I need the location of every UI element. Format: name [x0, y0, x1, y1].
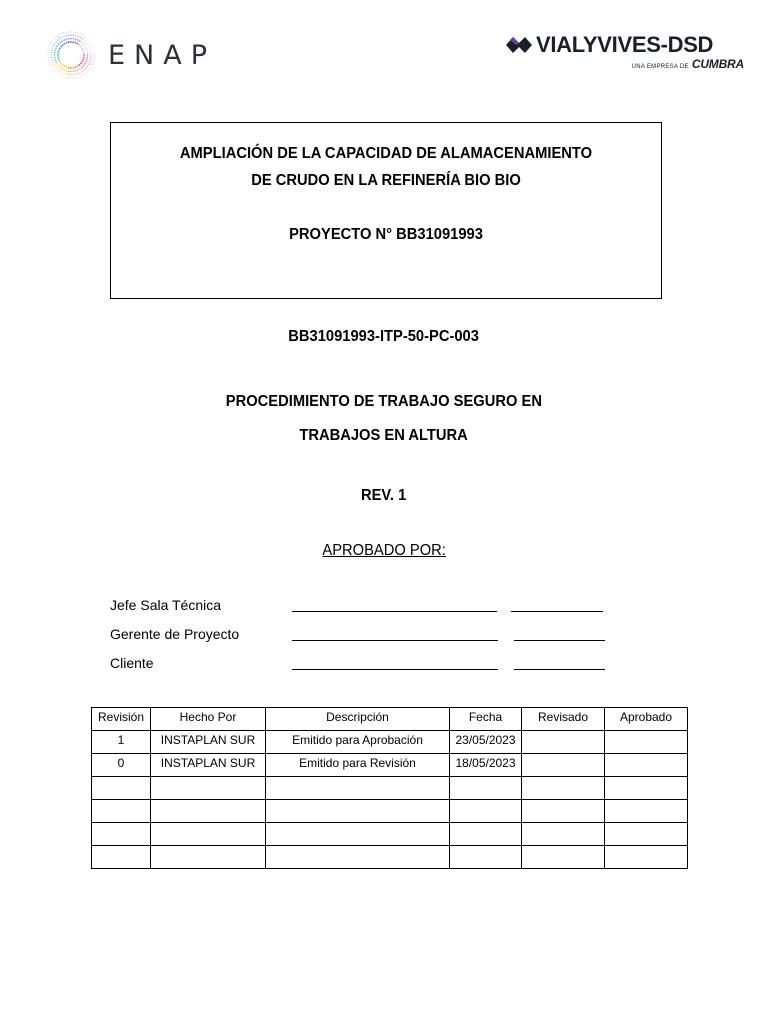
signatory-role: Gerente de Proyecto: [110, 626, 240, 642]
table-cell: [151, 800, 266, 823]
signatory-role: Cliente: [110, 655, 154, 671]
table-cell: INSTAPLAN SUR: [151, 731, 266, 754]
enap-logo-text: ENAP: [108, 39, 217, 71]
cumbra-brand: CUMBRA: [691, 57, 744, 71]
date-line: [511, 611, 603, 612]
date-line: [514, 669, 605, 670]
table-cell: [450, 823, 522, 846]
procedure-title-line-1: PROCEDIMIENTO DE TRABAJO SEGURO EN: [225, 393, 543, 410]
date-line: [514, 640, 605, 641]
table-cell: [450, 846, 522, 869]
table-cell: INSTAPLAN SUR: [151, 754, 266, 777]
table-cell: [522, 731, 605, 754]
signature-line: [292, 669, 498, 670]
table-row: [92, 846, 688, 869]
revision-table: [91, 707, 688, 869]
table-cell: [92, 846, 151, 869]
column-header: Hecho Por: [151, 708, 266, 731]
table-cell: [266, 823, 450, 846]
table-row: [92, 777, 688, 800]
column-header: Fecha: [450, 708, 522, 731]
vialyvives-logo: [506, 34, 746, 74]
table-cell: 1: [92, 731, 151, 754]
table-row: [92, 731, 688, 754]
table-cell: [522, 800, 605, 823]
approved-by-heading: APROBADO POR:: [322, 542, 446, 559]
table-cell: [151, 823, 266, 846]
document-code-text: BB31091993-ITP-50-PC-003: [288, 328, 480, 345]
table-cell: [151, 777, 266, 800]
table-cell: [92, 800, 151, 823]
table-cell: Emitido para Aprobación: [266, 731, 450, 754]
table-cell: [605, 754, 688, 777]
document-code: [0, 328, 768, 346]
table-cell: [450, 777, 522, 800]
revision-label: REV. 1: [361, 487, 407, 504]
table-header-row: [92, 708, 688, 731]
table-cell: [92, 823, 151, 846]
signatory-role: Jefe Sala Técnica: [110, 597, 222, 613]
table-cell: [450, 800, 522, 823]
signature-line: [292, 640, 498, 641]
procedure-title-line-2: TRABAJOS EN ALTURA: [299, 427, 469, 444]
table-cell: 0: [92, 754, 151, 777]
enap-ring-icon: [44, 28, 98, 82]
table-cell: [605, 800, 688, 823]
table-cell: 23/05/2023: [450, 731, 522, 754]
project-number: PROYECTO N° BB31091993: [289, 226, 483, 243]
column-header: Descripción: [266, 708, 450, 731]
signature-line: [292, 611, 497, 612]
table-cell: [151, 846, 266, 869]
table-cell: [522, 754, 605, 777]
vialyvives-logo-text: VIALYVIVES-DSD: [536, 32, 714, 57]
table-cell: [92, 777, 151, 800]
table-cell: Emitido para Revisión: [266, 754, 450, 777]
table-cell: [266, 846, 450, 869]
table-cell: [605, 777, 688, 800]
project-title-line-1: AMPLIACIÓN DE LA CAPACIDAD DE ALAMACENAMIENTO: [179, 145, 593, 162]
table-cell: [605, 731, 688, 754]
enap-logo: [44, 28, 234, 82]
cumbra-tagline: [632, 57, 744, 71]
table-row: [92, 823, 688, 846]
table-cell: [605, 823, 688, 846]
table-cell: [522, 846, 605, 869]
cumbra-tagline-prefix: UNA EMPRESA DE: [631, 64, 689, 70]
column-header: Revisado: [522, 708, 605, 731]
vialyvives-chevron-icon: [506, 34, 532, 56]
table-cell: [266, 800, 450, 823]
project-title-line-2: DE CRUDO EN LA REFINERÍA BIO BIO: [251, 172, 521, 189]
table-cell: [266, 777, 450, 800]
table-cell: [522, 823, 605, 846]
column-header: Aprobado: [605, 708, 688, 731]
table-cell: [605, 846, 688, 869]
project-title-box: [110, 122, 662, 299]
table-row: [92, 800, 688, 823]
table-cell: 18/05/2023: [450, 754, 522, 777]
table-row: [92, 754, 688, 777]
table-cell: [522, 777, 605, 800]
column-header: Revisión: [92, 708, 151, 731]
